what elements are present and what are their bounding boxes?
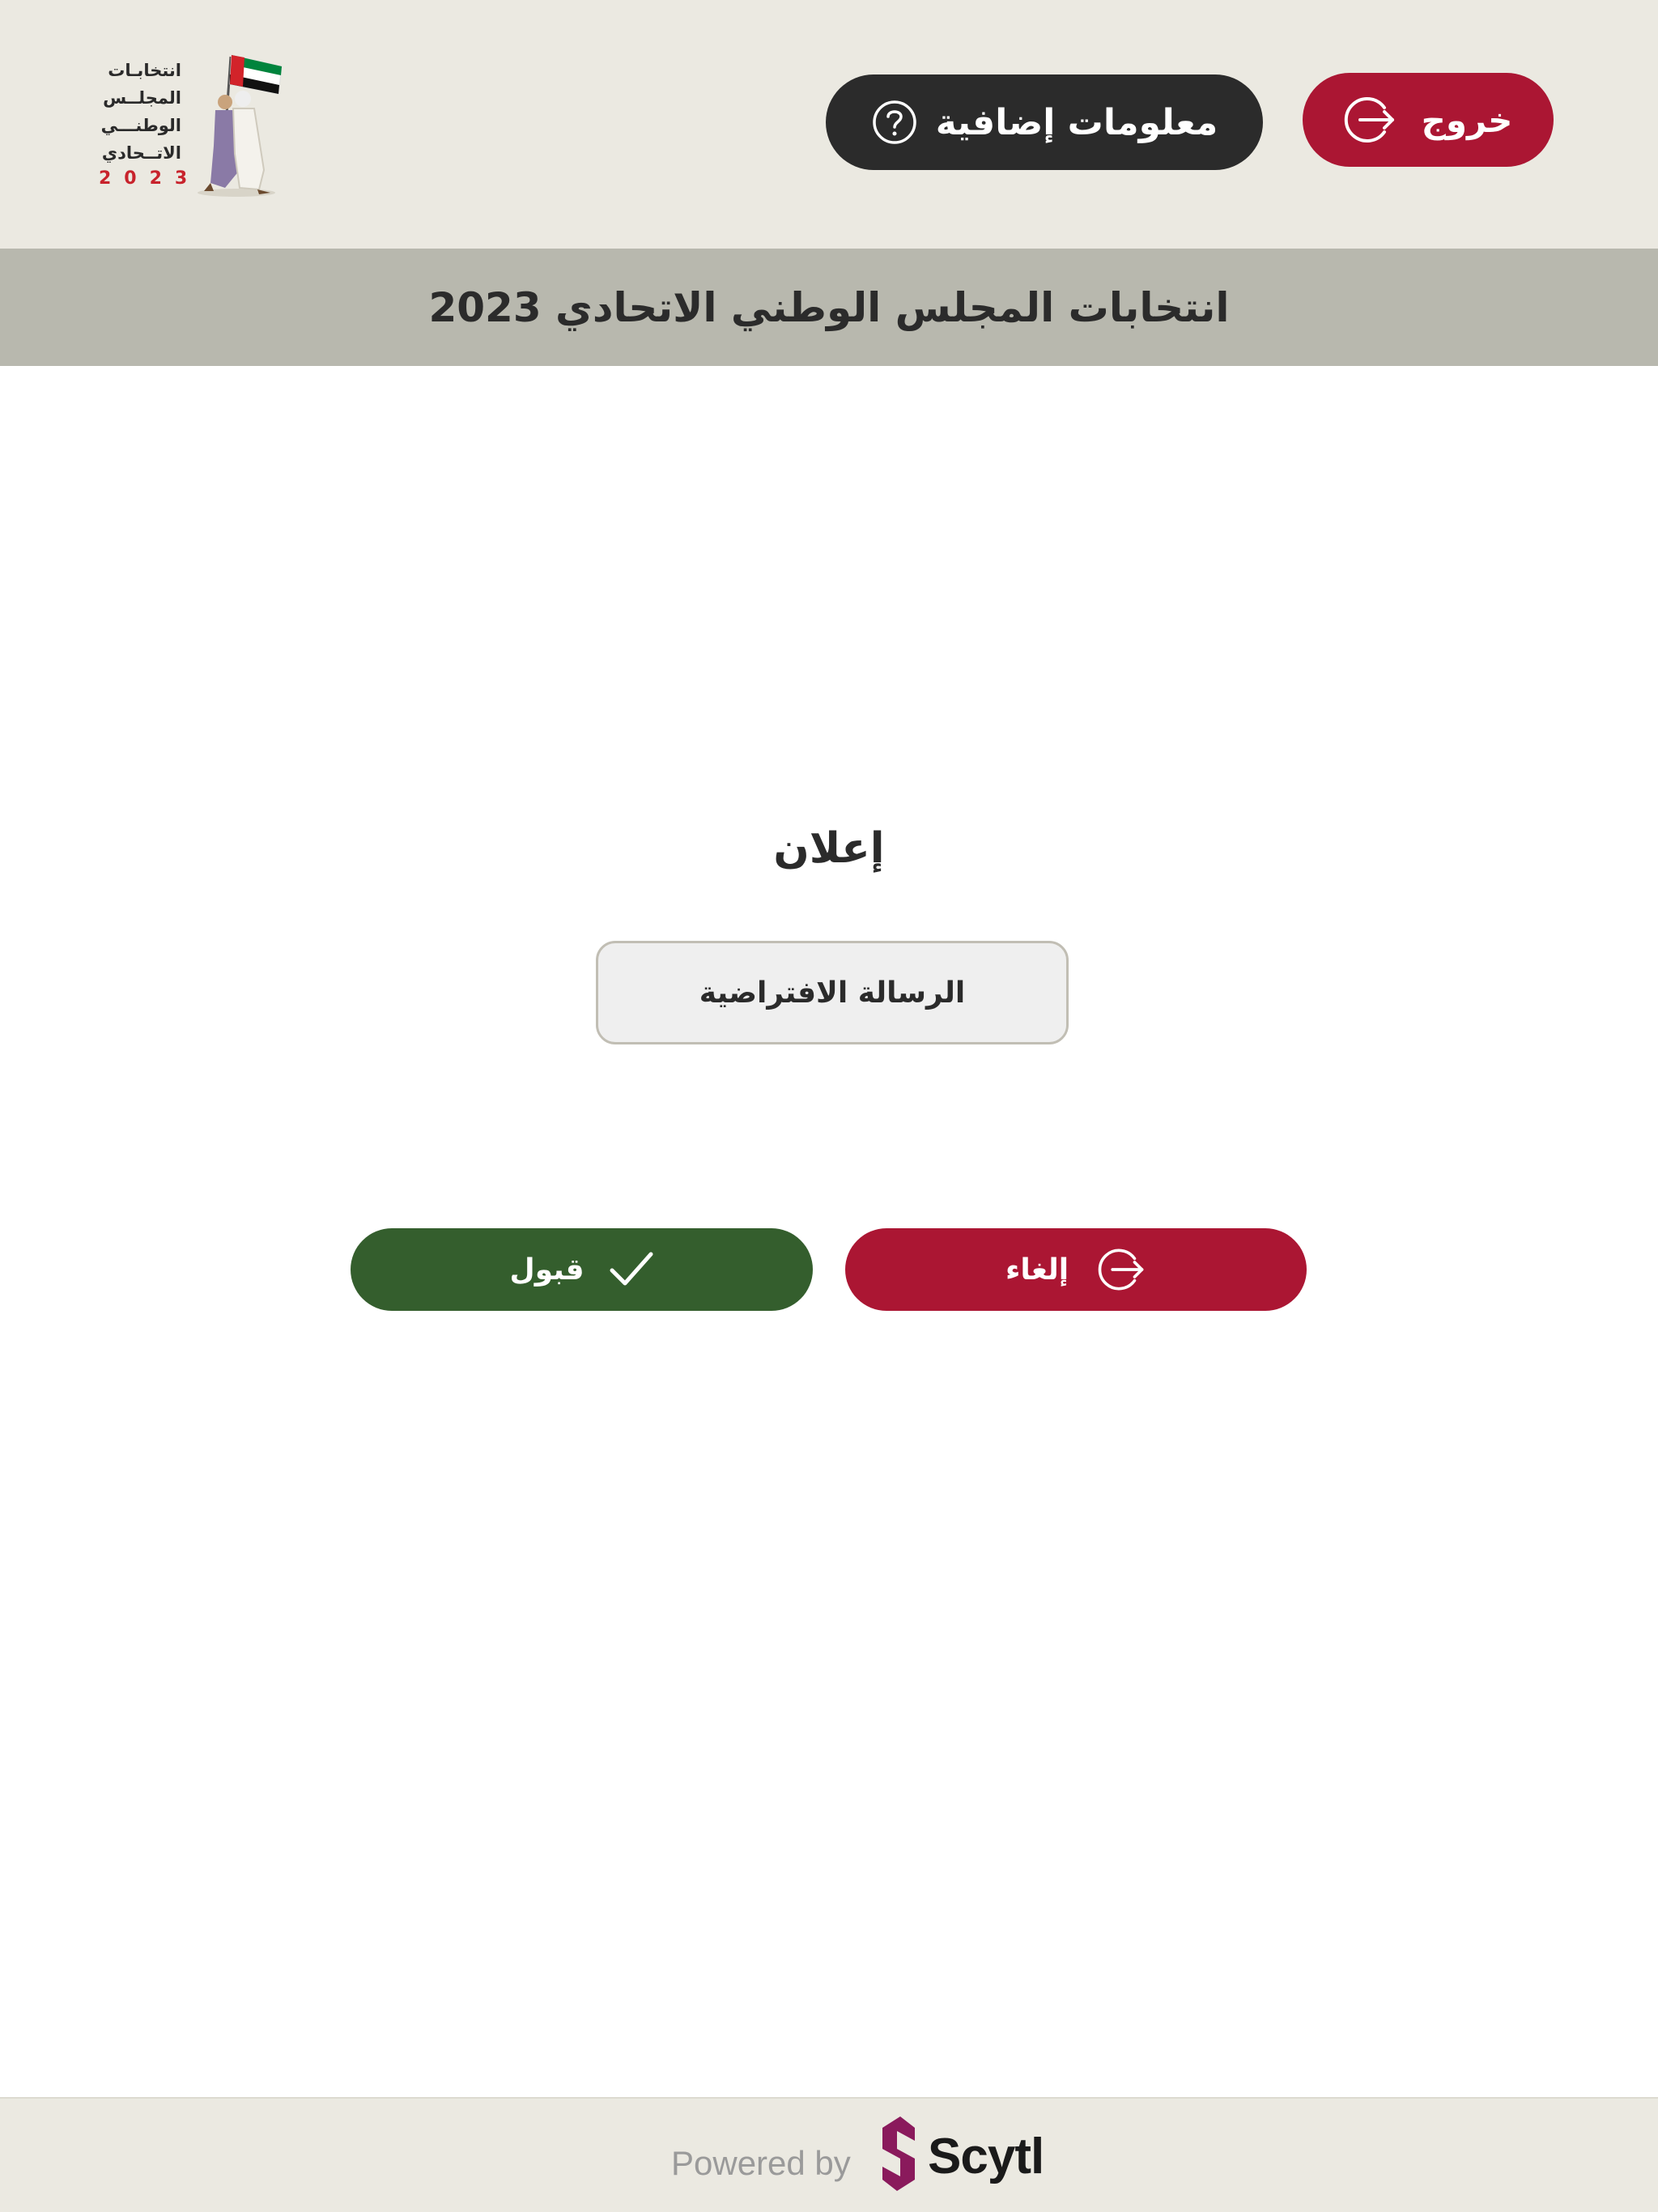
- cancel-label: إلغاء: [1005, 1253, 1069, 1287]
- check-icon: [609, 1249, 654, 1290]
- page-title: انتخابات المجلس الوطني الاتحادي 2023: [428, 283, 1230, 331]
- sign-out-arrow-icon: [1344, 93, 1397, 147]
- logo-line: الاتــحادي: [101, 143, 181, 163]
- logo-line: انتخابـات: [108, 61, 181, 80]
- accept-label: قبول: [509, 1253, 585, 1287]
- sign-out-arrow-icon: [1098, 1245, 1146, 1294]
- question-circle-icon: [871, 99, 918, 146]
- exit-label: خروج: [1421, 100, 1513, 140]
- exit-button[interactable]: [1303, 73, 1554, 167]
- cancel-button[interactable]: [845, 1228, 1307, 1311]
- header: [0, 0, 1658, 249]
- page-title-bar: [0, 249, 1658, 366]
- flag-bearers-illustration: [186, 49, 300, 202]
- scytl-brand: Scytl: [928, 2129, 1044, 2184]
- default-message-box: [596, 941, 1069, 1044]
- footer: [0, 2097, 1658, 2212]
- scytl-logo-icon: [876, 2116, 921, 2191]
- logo-text: [91, 57, 181, 167]
- more-info-button[interactable]: [826, 74, 1263, 170]
- logo-line: الوطنـــي: [100, 116, 181, 135]
- logo-line: المجلــس: [103, 88, 181, 108]
- powered-by-text: Powered by: [671, 2144, 851, 2182]
- election-logo: [91, 49, 301, 202]
- uae-flag-icon: [230, 55, 282, 94]
- default-message-text: الرسالة الافتراضية: [699, 976, 966, 1010]
- more-info-label: معلومات إضافية: [935, 101, 1218, 143]
- accept-button[interactable]: [351, 1228, 813, 1311]
- logo-year: 2023: [99, 168, 201, 189]
- announcement-heading: إعلان: [773, 824, 885, 873]
